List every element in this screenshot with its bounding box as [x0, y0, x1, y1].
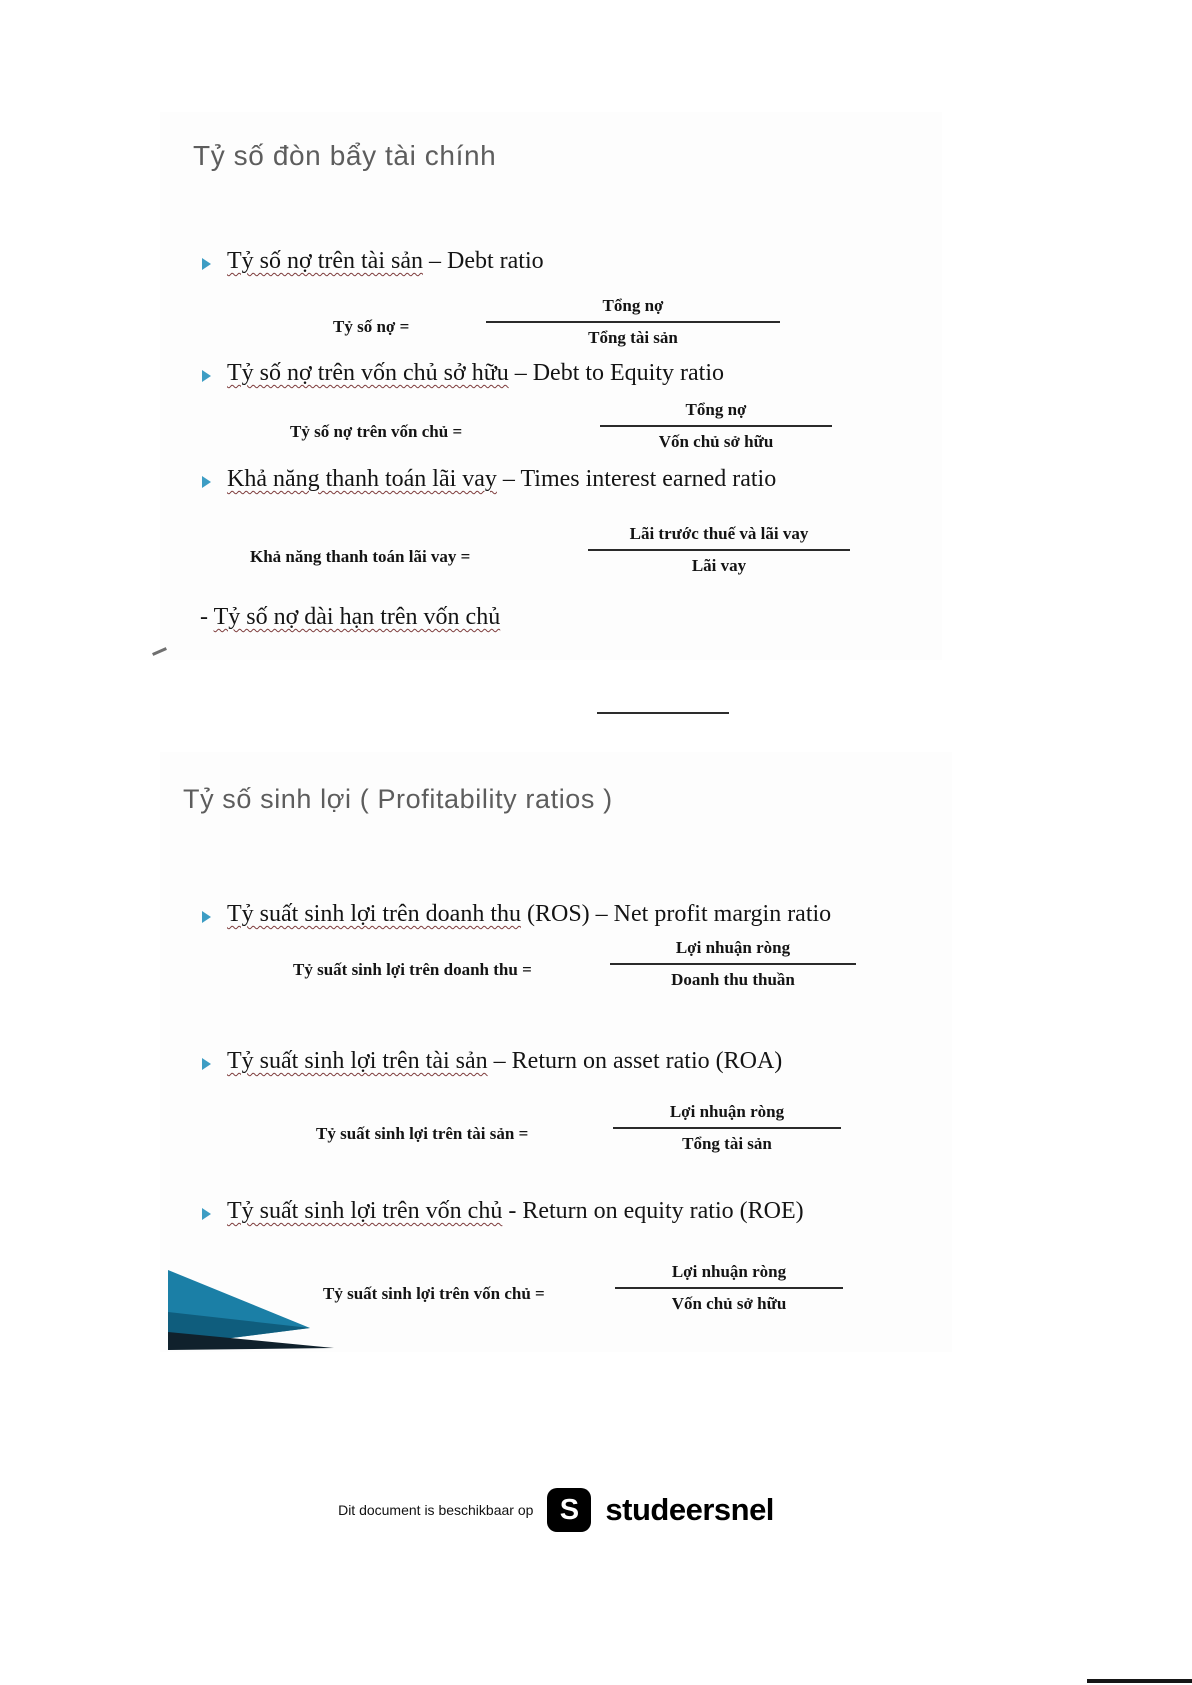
slide1-note-long-term-debt: - Tỷ số nợ dài hạn trên vốn chủ — [200, 604, 501, 630]
bullet-text: Tỷ số nợ trên tài sản – Debt ratio — [227, 248, 544, 274]
bullet-triangle-icon — [202, 370, 211, 382]
formula-label-roe: Tỷ suất sinh lợi trên vốn chủ = — [323, 1284, 545, 1303]
formula-fraction-roe — [615, 1262, 843, 1314]
bullet-text: Tỷ suất sinh lợi trên vốn chủ - Return on equity ratio (ROE) — [227, 1198, 804, 1224]
bullet-text: Tỷ suất sinh lợi trên tài sản – Return on asset ratio (ROA) — [227, 1048, 783, 1074]
slide2-bullet-roa — [200, 1048, 782, 1075]
bullet-triangle-icon — [202, 1208, 211, 1220]
fraction-numerator: Tổng nợ — [600, 400, 832, 427]
formula-label-times-interest-earned: Khả năng thanh toán lãi vay = — [250, 547, 471, 566]
fraction-numerator: Lợi nhuận ròng — [613, 1102, 841, 1129]
formula-fraction-ros — [610, 938, 856, 990]
bullet-text: Tỷ số nợ trên vốn chủ sở hữu – Debt to Equity ratio — [227, 360, 724, 386]
slide2-title: Tỷ số sinh lợi ( Profitability ratios ) — [183, 784, 613, 814]
fraction-numerator: Lợi nhuận ròng — [610, 938, 856, 965]
formula-label-debt-ratio: Tỷ số nợ = — [333, 317, 410, 336]
fraction-denominator: Tổng tài sản — [588, 328, 678, 347]
fraction-numerator: Lãi trước thuế và lãi vay — [588, 524, 850, 551]
availability-text: Dit document is beschikbaar op — [338, 1502, 534, 1518]
fraction-numerator: Lợi nhuận ròng — [615, 1262, 843, 1289]
slide1-title: Tỷ số đòn bẩy tài chính — [193, 140, 497, 171]
fraction-denominator: Lãi vay — [691, 556, 747, 575]
slide2-bullet-ros — [200, 901, 831, 928]
document-footer — [0, 1488, 1152, 1532]
horizontal-divider-line — [597, 712, 729, 714]
next-page-edge-mark — [1087, 1679, 1192, 1683]
formula-fraction-roa — [613, 1102, 841, 1154]
fraction-denominator: Tổng tài sản — [682, 1134, 772, 1153]
formula-fraction-debt-ratio — [486, 296, 780, 348]
studeersnel-logo-icon: S — [547, 1488, 591, 1532]
bullet-text: Tỷ suất sinh lợi trên doanh thu (ROS) – Net profit margin ratio — [227, 901, 832, 927]
formula-fraction-times-interest-earned — [588, 524, 850, 576]
slide1-bullet-debt-to-equity — [200, 360, 724, 387]
formula-fraction-debt-to-equity — [600, 400, 832, 452]
formula-label-debt-to-equity: Tỷ số nợ trên vốn chủ = — [290, 422, 463, 441]
formula-label-roa: Tỷ suất sinh lợi trên tài sản = — [316, 1124, 529, 1143]
bullet-triangle-icon — [202, 1058, 211, 1070]
fraction-denominator: Doanh thu thuần — [671, 970, 795, 989]
slide-corner-swoosh-decoration — [168, 1266, 334, 1350]
bullet-text: Khả năng thanh toán lãi vay – Times interest earned ratio — [227, 466, 777, 492]
bullet-triangle-icon — [202, 476, 211, 488]
fraction-denominator: Vốn chủ sở hữu — [658, 432, 774, 451]
slide2-bullet-roe — [200, 1198, 804, 1225]
formula-label-ros: Tỷ suất sinh lợi trên doanh thu = — [293, 960, 532, 979]
bullet-triangle-icon — [202, 258, 211, 270]
fraction-numerator: Tổng nợ — [486, 296, 780, 323]
slide1-bullet-debt-ratio — [200, 248, 544, 275]
fraction-denominator: Vốn chủ sở hữu — [671, 1294, 787, 1313]
studeersnel-brand-name: studeersnel — [605, 1492, 774, 1527]
bullet-triangle-icon — [202, 911, 211, 923]
slide1-bullet-times-interest-earned — [200, 466, 776, 493]
